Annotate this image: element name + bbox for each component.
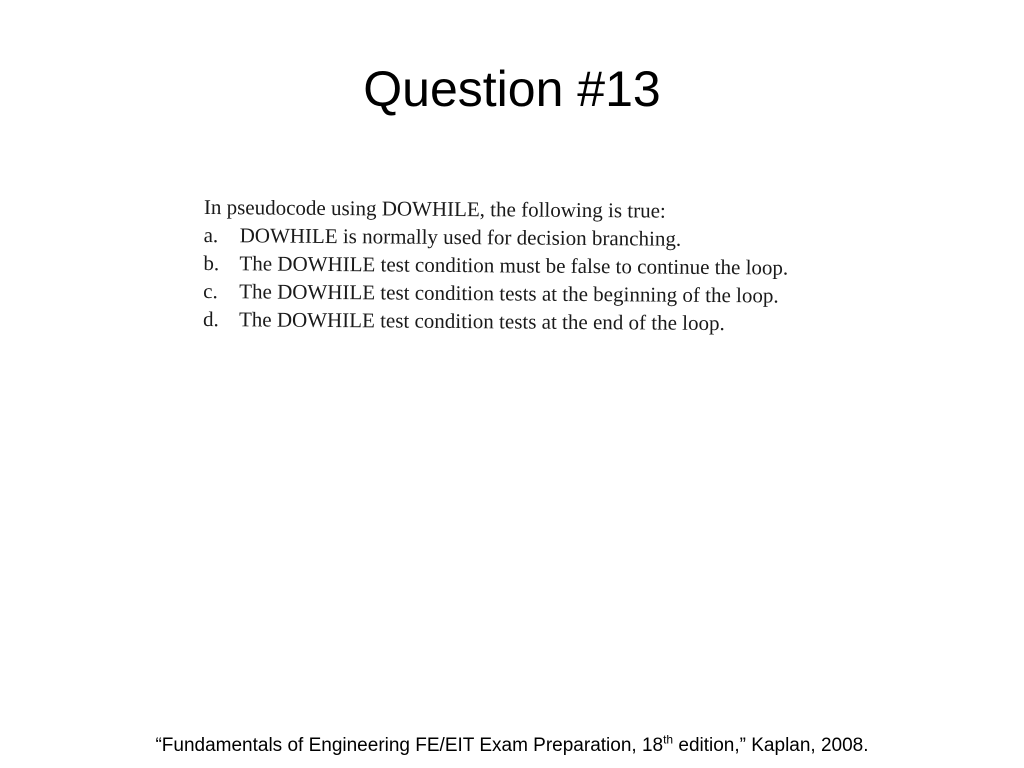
scanned-question bbox=[203, 193, 884, 338]
option-text: The DOWHILE test condition tests at the end of the loop. bbox=[238, 307, 725, 336]
question-stem: In pseudocode using DOWHILE, the following is true: bbox=[203, 194, 666, 223]
option-letter: a. bbox=[203, 222, 219, 248]
citation-text-end: edition,” Kaplan, 2008. bbox=[673, 735, 869, 756]
option-text: DOWHILE is normally used for decision branching. bbox=[239, 223, 682, 251]
option-letter: b. bbox=[203, 250, 220, 276]
option-letter: d. bbox=[202, 306, 219, 332]
option-text: The DOWHILE test condition must be false to continue the loop. bbox=[239, 251, 789, 280]
option-letter: c. bbox=[203, 278, 218, 304]
citation-superscript: th bbox=[663, 732, 674, 747]
citation-text: “Fundamentals of Engineering FE/EIT Exam Preparation, 18 bbox=[155, 735, 664, 756]
option-d bbox=[203, 305, 883, 338]
option-text: The DOWHILE test condition tests at the beginning of the loop. bbox=[239, 279, 779, 308]
citation bbox=[0, 732, 1024, 757]
slide-title: Question #13 bbox=[363, 61, 661, 117]
